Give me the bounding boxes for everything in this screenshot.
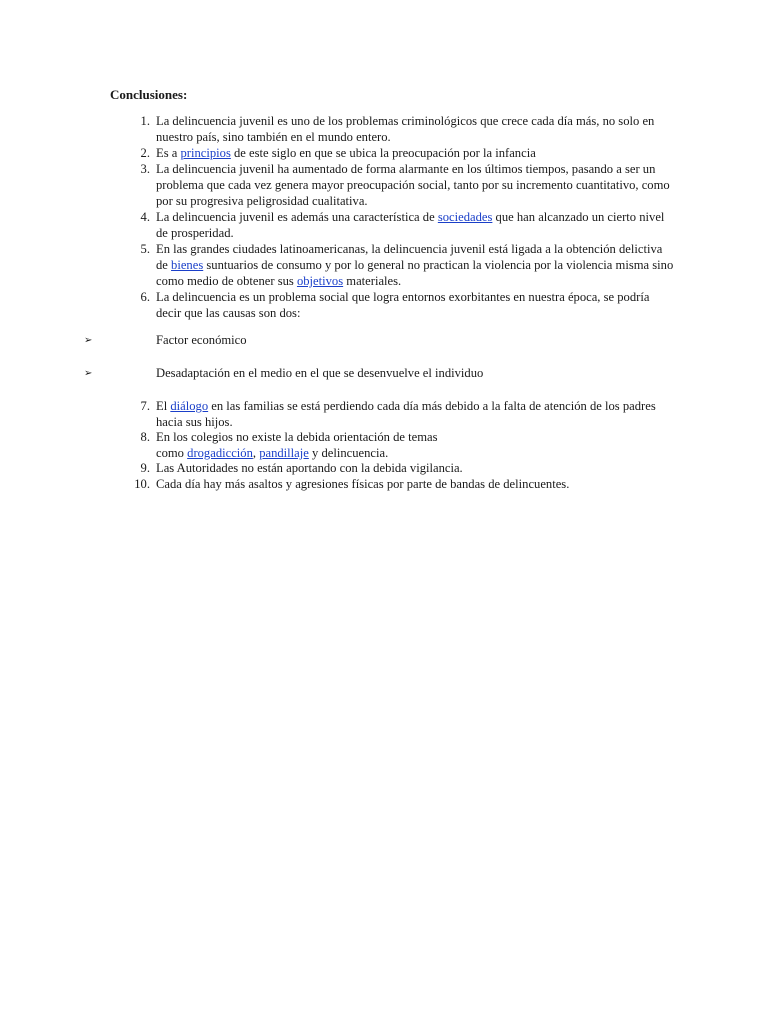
link-principios[interactable]: principios (180, 146, 231, 160)
list-text: Cada día hay más asaltos y agresiones físicas por parte de bandas de delincuentes. (156, 477, 570, 491)
list-text: La delincuencia juvenil ha aumentado de forma alarmante en los últimos tiempos, pasando a ser un problema que cada vez genera mayor preocupación social, tanto por su incremento cuantitativo, como por su progresiva peligrosidad cualitativa. (156, 162, 670, 208)
list-number: 4. (140, 210, 150, 224)
list-item (140, 114, 676, 146)
list-text: Es a principios de este siglo en que se ubica la preocupación por la infancia (156, 146, 536, 160)
list-item (140, 290, 676, 322)
link-drogadiccion[interactable]: drogadicción (187, 445, 253, 460)
list-number: 10. (134, 477, 150, 491)
list-number: 5. (140, 242, 150, 256)
link-bienes[interactable]: bienes (171, 257, 204, 272)
list-text: La delincuencia es un problema social que logra entornos exorbitantes en nuestra época, se podría decir que las causas son dos: (156, 290, 650, 320)
list-item (140, 399, 676, 431)
arrow-bullet-icon: ➢ (84, 335, 93, 346)
list-text: La delincuencia juvenil es uno de los problemas criminológicos que crece cada día más, no solo en nuestro país, sino también en el mundo entero. (156, 114, 655, 144)
list-item (140, 210, 676, 242)
list-number: 2. (140, 146, 150, 160)
list-item (140, 162, 676, 209)
list-text: En los colegios no existe la debida orientación de temas como drogadicción, pandillaje y delincuencia. (156, 430, 438, 460)
arrow-bullet-icon: ➢ (84, 368, 93, 379)
list-item (140, 461, 676, 477)
link-dialogo[interactable]: diálogo (170, 399, 209, 413)
section-title: Conclusiones: (110, 87, 188, 102)
bullet-text: Factor económico (156, 333, 247, 347)
link-objetivos[interactable]: objetivos (296, 273, 344, 288)
list-number: 1. (140, 114, 150, 128)
list-number: 3. (140, 162, 150, 176)
bullet-text: Desadaptación en el medio en el que se desenvuelve el individuo (156, 366, 484, 380)
list-number: 8. (140, 430, 150, 444)
list-number: 7. (140, 399, 150, 413)
list-number: 6. (140, 290, 150, 304)
list-text: Las Autoridades no están aportando con la debida vigilancia. (156, 461, 463, 475)
link-pandillaje[interactable]: pandillaje (259, 445, 309, 460)
list-number: 9. (140, 461, 150, 475)
list-item (134, 477, 676, 493)
list-item (140, 242, 676, 289)
list-text: El diálogo en las familias se está perdiendo cada día más debido a la falta de atención de los padres hacia sus hijos. (156, 399, 656, 429)
list-item (140, 430, 676, 462)
list-item (140, 146, 676, 162)
link-sociedades[interactable]: sociedades (437, 210, 493, 224)
list-text: La delincuencia juvenil es además una característica de sociedades que han alcanzado un cierto nivel de prosperidad. (156, 210, 665, 240)
list-text: En las grandes ciudades latinoamericanas, la delincuencia juvenil está ligada a la obtención delictiva de bienes suntuarios de consumo y por lo general no practican la violencia por la violencia misma sino como medio de obtener sus objetivos materiales. (156, 242, 674, 288)
